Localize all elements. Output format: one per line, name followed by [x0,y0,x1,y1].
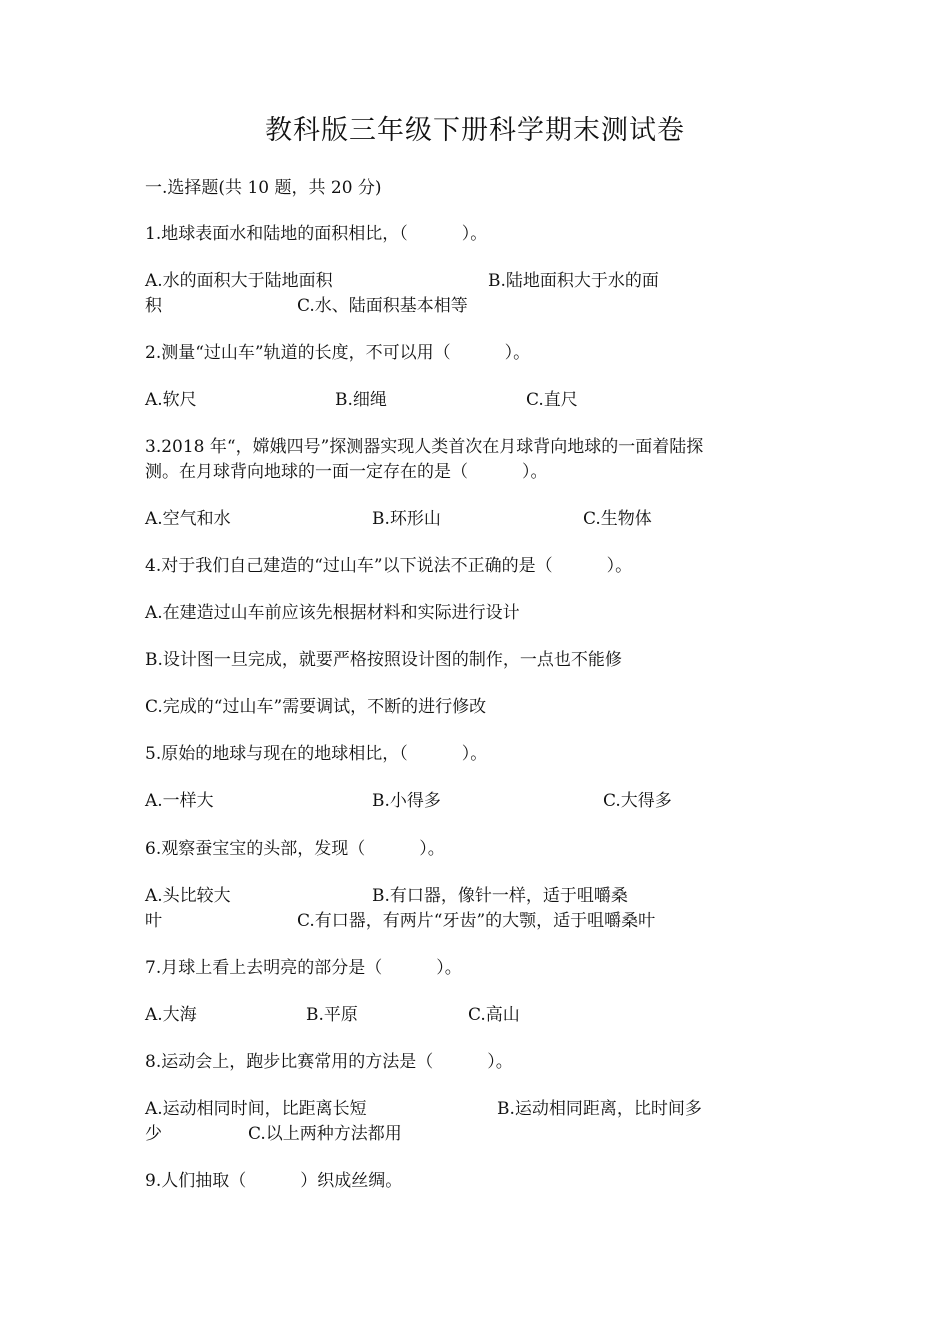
option-b: B.有口器，像针一样，适于咀嚼桑 [372,886,628,906]
option-a: A.头比较大 [145,886,231,906]
option-b: B.细绳 [335,390,387,410]
option-b-wrap: 积 [145,296,162,316]
question-stem: 8.运动会上，跑步比赛常用的方法是（ ）。 [145,1052,513,1072]
option-b-wrap: 少 [145,1124,162,1144]
section-heading: 一.选择题(共 10 题，共 20 分) [145,178,382,198]
option-a: A.一样大 [145,791,214,811]
option-b: B.设计图一旦完成，就要严格按照设计图的制作，一点也不能修 [145,650,622,670]
option-c: C.大得多 [603,791,672,811]
option-b: B.平原 [306,1005,358,1025]
question-stem: 5.原始的地球与现在的地球相比，（ ）。 [145,744,488,764]
question-stem: 3.2018 年“，嫦娥四号”探测器实现人类首次在月球背向地球的一面着陆探 [145,437,704,457]
question-stem: 6.观察蚕宝宝的头部，发现（ ）。 [145,839,445,859]
option-b: B.运动相同距离，比时间多 [497,1099,702,1119]
option-c: C.以上两种方法都用 [248,1124,402,1144]
page-title: 教科版三年级下册科学期末测试卷 [265,115,685,146]
question-stem: 9.人们抽取（ ）织成丝绸。 [145,1171,403,1191]
option-a: A.空气和水 [145,509,231,529]
question-stem-cont: 测。在月球背向地球的一面一定存在的是（ ）。 [145,462,548,482]
question-stem: 2.测量“过山车”轨道的长度，不可以用（ ）。 [145,343,531,363]
option-c: C.完成的“过山车”需要调试，不断的进行修改 [145,697,487,717]
option-c: C.水、陆面积基本相等 [297,296,468,316]
option-b: B.小得多 [372,791,441,811]
option-b: B.环形山 [372,509,441,529]
option-c: C.直尺 [526,390,578,410]
question-stem: 7.月球上看上去明亮的部分是（ ）。 [145,958,462,978]
option-c: C.高山 [468,1005,520,1025]
option-a: A.在建造过山车前应该先根据材料和实际进行设计 [145,603,520,623]
option-a: A.软尺 [145,390,197,410]
option-b-wrap: 叶 [145,911,162,931]
option-a: A.运动相同时间，比距离长短 [145,1099,367,1119]
question-stem: 1.地球表面水和陆地的面积相比，（ ）。 [145,224,488,244]
question-stem: 4.对于我们自己建造的“过山车”以下说法不正确的是（ ）。 [145,556,633,576]
option-b: B.陆地面积大于水的面 [488,271,659,291]
option-a: A.水的面积大于陆地面积 [145,271,333,291]
option-c: C.生物体 [583,509,652,529]
option-c: C.有口器，有两片“牙齿”的大颚，适于咀嚼桑叶 [297,911,656,931]
option-a: A.大海 [145,1005,197,1025]
